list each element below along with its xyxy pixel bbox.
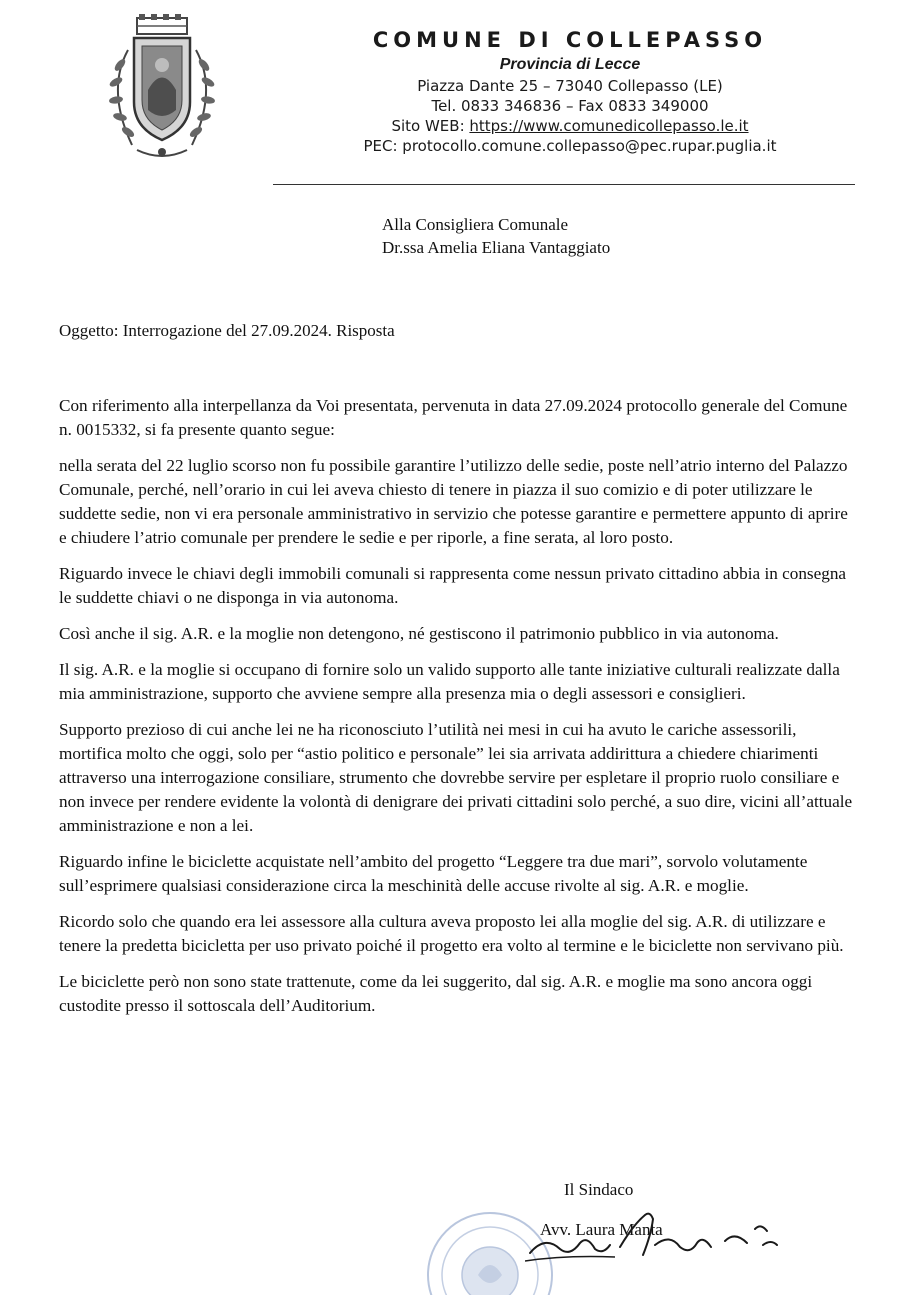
letter-body bbox=[59, 394, 855, 1030]
website-link[interactable]: https://www.comunedicollepasso.le.it bbox=[469, 117, 749, 135]
handwritten-signature bbox=[525, 1205, 785, 1275]
signatory-name: Avv. Laura Manta bbox=[540, 1220, 663, 1239]
recipient-block bbox=[382, 213, 610, 259]
website-label: Sito WEB: bbox=[391, 117, 470, 135]
body-paragraph: Riguardo invece le chiavi degli immobili comunali si rappresenta come nessun privato cittadino abbia in consegna le suddette chiavi o ne disponga in via autonoma. bbox=[59, 564, 847, 607]
header-divider bbox=[273, 184, 855, 185]
municipality-name: COMUNE DI COLLEPASSO bbox=[372, 28, 768, 52]
body-paragraph: Supporto prezioso di cui anche lei ne ha riconosciuto l’utilità nei mesi in cui ha avuto le cariche assessorili, mortifica molto che oggi, solo per “astio politico e personale” lei sia arrivata addirittura a chiedere chiarimenti attraverso una interrogazione consiliare, strumento che dovrebbe servire per espletare il proprio ruolo consiliare e non invece per rendere evidente la volontà di denigrare dei privati cittadini solo perché, a suo dire, vicini all’attuale amministrazione e non a lei. bbox=[59, 720, 853, 835]
letterhead bbox=[290, 28, 850, 156]
address: Piazza Dante 25 – 73040 Collepasso (LE) bbox=[417, 77, 723, 95]
body-paragraph: Così anche il sig. A.R. e la moglie non detengono, né gestiscono il patrimonio pubblico in via autonoma. bbox=[59, 624, 779, 643]
subject-line: Oggetto: Interrogazione del 27.09.2024. Risposta bbox=[59, 321, 395, 340]
body-paragraph: Il sig. A.R. e la moglie si occupano di fornire solo un valido supporto alle tante iniziative culturali realizzate dalla mia amministrazione, supporto che avviene sempre alla presenza mia o degli assessori e consiglieri. bbox=[59, 660, 840, 703]
signatory-title: Il Sindaco bbox=[564, 1180, 634, 1199]
body-paragraph: Riguardo infine le biciclette acquistate nell’ambito del progetto “Leggere tra due mari”, sorvolo volutamente sull’esprimere qualsiasi considerazione circa la meschinità delle accuse rivolte al sig. A.R. e moglie. bbox=[59, 852, 808, 895]
body-paragraph: Ricordo solo che quando era lei assessore alla cultura aveva proposto lei alla moglie del sig. A.R. di utilizzare e tenere la predetta bicicletta per uso privato poiché il progetto era volto al termine e le biciclette non servivano più. bbox=[59, 912, 844, 955]
municipal-crest-logo bbox=[92, 10, 232, 170]
pec-address: PEC: protocollo.comune.collepasso@pec.rupar.puglia.it bbox=[363, 137, 777, 155]
body-paragraph: Le biciclette però non sono state trattenute, come da lei suggerito, dal sig. A.R. e moglie ma sono ancora oggi custodite presso il sottoscala dell’Auditorium. bbox=[59, 972, 813, 1015]
recipient-name: Dr.ssa Amelia Eliana Vantaggiato bbox=[382, 238, 611, 257]
body-paragraph: nella serata del 22 luglio scorso non fu possibile garantire l’utilizzo delle sedie, poste nell’atrio interno del Palazzo Comunale, perché, nell’orario in cui lei aveva chiesto di tenere in piazza il suo comizio e di poter utilizzare le suddette sedie, non vi era personale amministrativo in servizio che potesse garantire e permettere appunto di aprire e chiudere l’atrio comunale per prendere le sedie e per riporle, a fine serata, al loro posto. bbox=[59, 456, 848, 547]
body-paragraph: Con riferimento alla interpellanza da Voi presentata, pervenuta in data 27.09.2024 protocollo generale del Comune n. 0015332, si fa presente quanto segue: bbox=[59, 396, 848, 439]
province-name: Provincia di Lecce bbox=[499, 56, 641, 73]
phone-fax: Tel. 0833 346836 – Fax 0833 349000 bbox=[431, 97, 709, 115]
recipient-role: Alla Consigliera Comunale bbox=[382, 215, 569, 234]
website-line bbox=[290, 116, 850, 136]
